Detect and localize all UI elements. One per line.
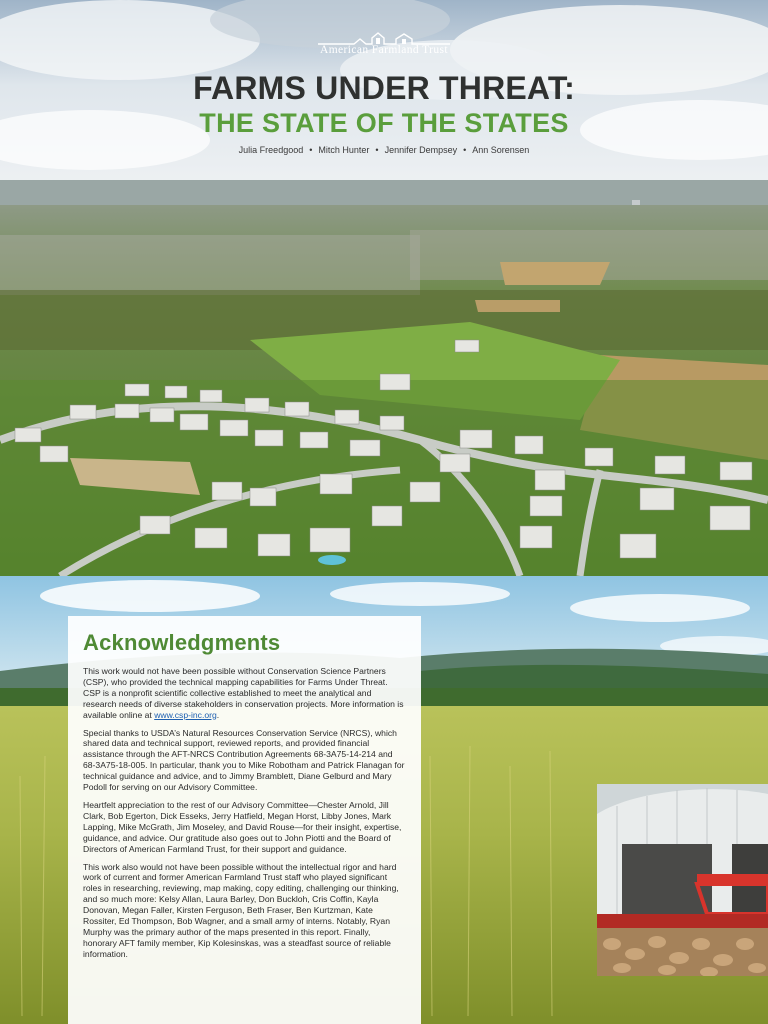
csp-website-link[interactable]: www.csp-inc.org	[154, 709, 217, 720]
author-name: Ann Sorensen	[472, 145, 530, 155]
author-separator: •	[463, 145, 467, 155]
report-subtitle: THE STATE OF THE STATES	[199, 108, 569, 138]
paragraph-text: .	[216, 709, 220, 720]
acknowledgments-paragraph-1	[83, 666, 406, 721]
author-separator: •	[375, 145, 379, 155]
author-name: Jennifer Dempsey	[384, 145, 458, 155]
aft-logo	[0, 30, 768, 56]
author-name: Julia Freedgood	[238, 145, 304, 155]
acknowledgments-panel	[68, 616, 421, 1024]
author-separator: •	[309, 145, 313, 155]
acknowledgments-paragraph-4: This work also would not have been possible without the intellectual rigor and hard work of current and former American Farmland Trust staff who played significant roles in researching, reviewing, map making, copy editing, challenging our thinking, and so much more: Kelsy Allan, Laura Barley, Don Buckloh, Cris Coffin, Kayla Donovan, Megan Faller, Kirsten Ferguson, Beth Fraser, Ben Kurtzman, Kate Rossiter, Ed Thompson, Bob Wagner, and a small army of interns. Notably, Ryan Murphy was the primary author of the maps presented in this report. Finally, honorary AFT family member, Kip Kolesinskas, was a steadfast source of reliable information.	[83, 861, 399, 959]
acknowledgments-paragraph-3: Heartfelt appreciation to the rest of our Advisory Committee—Chester Arnold, Jill Clark, Bob Egerton, Dick Esseks, Jerry Hatfield, Megan Horst, Libby Jones, Mark Lapping, Mike McGrath, Jim Moseley, and David Rouse—for their insight, expertise, guidance, and advice. Our gratitude also goes out to John Piotti and the Board of Directors of American Farmland Trust, for their support and guidance.	[83, 799, 402, 854]
paragraph-text: This work would not have been possible without Conservation Science Partners (CSP), who provided the technical mapping capabilities for Farms Under Threat. CSP is a nonprofit scientific collective established to meet the analytical and research needs of diverse stakeholders in conservation projects. More information is available online at	[83, 666, 404, 720]
potato-harvest-photo	[597, 784, 768, 976]
author-name: Mitch Hunter	[318, 145, 370, 155]
author-list	[0, 145, 768, 155]
acknowledgments-heading: Acknowledgments	[83, 630, 281, 655]
acknowledgments-paragraph-2: Special thanks to USDA’s Natural Resources Conservation Service (NRCS), which shared data and technical support, reviewed reports, and provided financial assistance through the AFT-NRCS Contribution Agreements 68-3A75-14-214 and 68-3A75-18-005. In particular, thank you to Mike Robotham and Patrick Flanagan for technical guidance and advice, and to Jimmy Bramblett, Diane Gelburd and Mary Podoll for serving on our Advisory Committee.	[83, 727, 405, 793]
report-title: FARMS UNDER THREAT:	[193, 70, 575, 106]
logo-text: American Farmland Trust	[319, 44, 449, 56]
